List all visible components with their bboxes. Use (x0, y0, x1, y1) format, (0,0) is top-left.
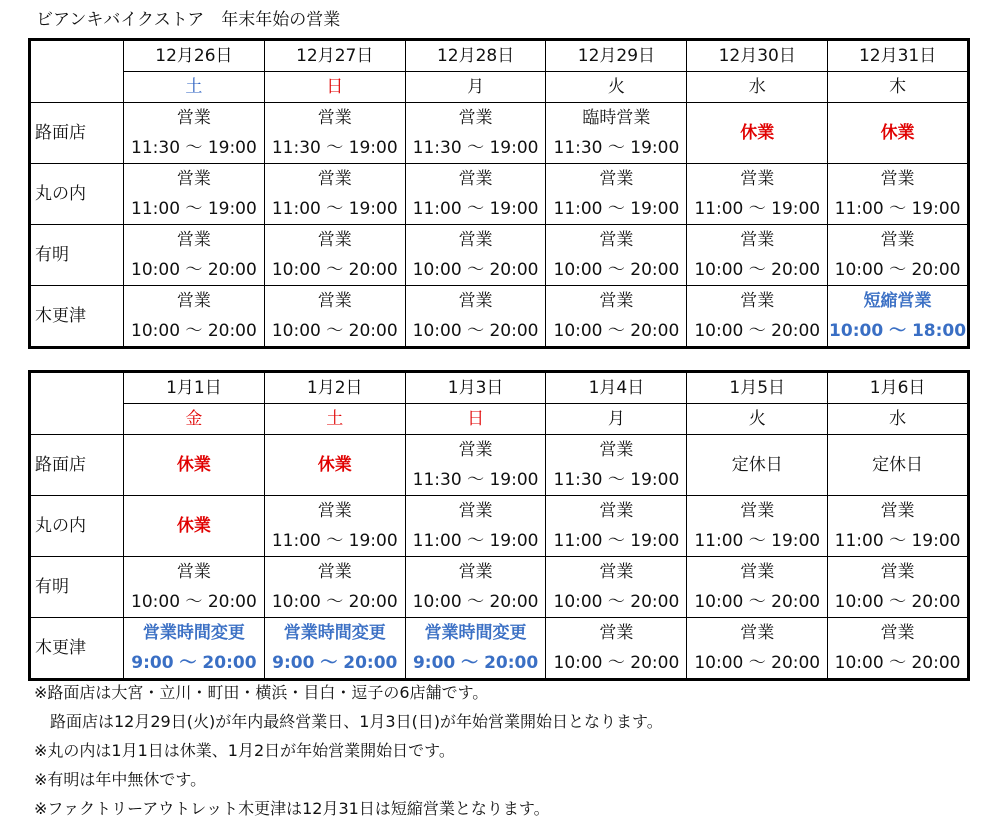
hours-cell (405, 103, 546, 164)
store-row (30, 618, 969, 680)
hours-cell (124, 225, 265, 286)
hours-text: 10:00 ～ 20:00 (131, 321, 257, 341)
status-text: 営業 (599, 169, 634, 189)
status-text: 営業時間変更 (283, 623, 386, 643)
hours-cell (124, 618, 265, 680)
hours-cell (405, 496, 546, 557)
status-text: 営業 (599, 291, 634, 311)
status-text: 営業 (880, 169, 915, 189)
hours-cell (124, 164, 265, 225)
status-text: 営業 (176, 230, 211, 250)
corner-cell (30, 40, 124, 103)
schedule-table-january (28, 370, 970, 681)
hours-text: 10:00 ～ 20:00 (553, 653, 680, 673)
hours-cell (828, 225, 969, 286)
status-text: 営業 (880, 562, 915, 582)
hours-text: 10:00 ～ 20:00 (834, 260, 961, 280)
note-line: ※丸の内は1月1日は休業、1月2日が年始営業開始日です。 (34, 741, 455, 760)
weekday-cell: 月 (546, 404, 687, 435)
notes (34, 678, 663, 823)
status-text: 営業 (176, 108, 211, 128)
status-text: 営業 (176, 169, 211, 189)
status-text: 営業 (740, 169, 775, 189)
status-text: 営業 (740, 230, 775, 250)
hours-text: 10:00 ～ 18:00 (829, 321, 967, 341)
hours-text: 10:00 ～ 20:00 (271, 592, 398, 612)
hours-cell (264, 618, 405, 680)
hours-text: 11:00 ～ 19:00 (553, 199, 680, 219)
hours-text: 9:00 ～ 20:00 (412, 653, 539, 673)
note-line: ※有明は年中無休です。 (34, 770, 207, 789)
hours-text: 10:00 ～ 20:00 (694, 653, 821, 673)
status-text: 休業 (880, 123, 915, 143)
status-text: 営業 (458, 440, 493, 460)
hours-text: 11:30 ～ 19:00 (553, 470, 680, 490)
status-text: 営業 (599, 501, 634, 521)
hours-cell (828, 164, 969, 225)
hours-cell (264, 496, 405, 557)
note-line: ※ファクトリーアウトレット木更津は12月31日は短縮営業となります。 (34, 799, 550, 818)
weekday-cell: 土 (124, 72, 265, 103)
hours-text: 11:30 ～ 19:00 (553, 138, 680, 158)
store-row (30, 496, 969, 557)
status-text: 営業 (317, 230, 352, 250)
note-line: ※路面店は大宮・立川・町田・横浜・目白・逗子の6店舗です。 (34, 683, 489, 702)
store-row (30, 557, 969, 618)
status-text: 営業 (880, 230, 915, 250)
hours-cell (546, 103, 687, 164)
hours-text: 9:00 ～ 20:00 (272, 653, 398, 673)
hours-text: 10:00 ～ 20:00 (412, 321, 539, 341)
hours-cell (687, 618, 828, 680)
store-name-cell: 丸の内 (30, 164, 124, 225)
hours-cell (828, 618, 969, 680)
hours-text: 10:00 ～ 20:00 (271, 260, 398, 280)
status-text: 休業 (176, 455, 211, 475)
status-text: 定休日 (731, 455, 783, 475)
hours-cell (124, 557, 265, 618)
status-text: 営業 (317, 108, 352, 128)
weekday-header-row (30, 404, 969, 435)
hours-cell (828, 557, 969, 618)
hours-text: 11:00 ～ 19:00 (412, 531, 539, 551)
status-text: 営業 (176, 291, 211, 311)
weekday-header-row (30, 72, 969, 103)
hours-cell (687, 435, 828, 496)
hours-cell (124, 496, 265, 557)
date-cell: 1月1日 (124, 372, 265, 404)
hours-text: 11:00 ～ 19:00 (694, 531, 821, 551)
hours-text: 10:00 ～ 20:00 (412, 260, 539, 280)
status-text: 短縮営業 (863, 291, 932, 311)
status-text: 営業 (317, 291, 352, 311)
status-text: 営業 (176, 562, 211, 582)
hours-text: 11:00 ～ 19:00 (271, 531, 398, 551)
hours-text: 10:00 ～ 20:00 (694, 260, 821, 280)
store-row (30, 225, 969, 286)
hours-text: 10:00 ～ 20:00 (694, 592, 821, 612)
weekday-cell: 木 (828, 72, 969, 103)
hours-cell (546, 225, 687, 286)
weekday-cell: 水 (687, 72, 828, 103)
hours-text: 10:00 ～ 20:00 (131, 260, 257, 280)
status-text: 営業 (599, 623, 634, 643)
hours-cell (264, 103, 405, 164)
hours-cell (124, 103, 265, 164)
hours-text: 10:00 ～ 20:00 (412, 592, 539, 612)
hours-cell (546, 164, 687, 225)
status-text: 営業 (880, 501, 915, 521)
hours-text: 10:00 ～ 20:00 (553, 260, 680, 280)
status-text: 営業 (458, 230, 493, 250)
hours-cell (828, 286, 969, 348)
status-text: 営業 (458, 169, 493, 189)
store-row (30, 435, 969, 496)
status-text: 臨時営業 (582, 108, 651, 128)
store-name-cell: 路面店 (30, 435, 124, 496)
hours-cell (405, 164, 546, 225)
weekday-cell: 火 (687, 404, 828, 435)
status-text: 営業 (740, 501, 775, 521)
hours-text: 11:30 ～ 19:00 (412, 138, 539, 158)
hours-cell (124, 435, 265, 496)
date-cell: 1月3日 (405, 372, 546, 404)
hours-text: 10:00 ～ 20:00 (694, 321, 821, 341)
hours-cell (405, 225, 546, 286)
hours-text: 10:00 ～ 20:00 (271, 321, 398, 341)
status-text: 営業 (458, 108, 493, 128)
store-row (30, 103, 969, 164)
hours-cell (546, 286, 687, 348)
status-text: 営業 (317, 501, 352, 521)
date-cell: 12月30日 (687, 40, 828, 72)
store-name-cell: 有明 (30, 557, 124, 618)
date-cell: 12月27日 (264, 40, 405, 72)
weekday-cell: 日 (405, 404, 546, 435)
hours-cell (124, 286, 265, 348)
hours-cell (828, 435, 969, 496)
status-text: 営業 (599, 230, 634, 250)
status-text: 営業 (458, 501, 493, 521)
hours-cell (264, 286, 405, 348)
hours-text: 9:00 ～ 20:00 (131, 653, 257, 673)
hours-text: 11:00 ～ 19:00 (834, 199, 961, 219)
hours-text: 11:00 ～ 19:00 (271, 199, 398, 219)
hours-text: 11:30 ～ 19:00 (271, 138, 398, 158)
store-name-cell: 路面店 (30, 103, 124, 164)
hours-cell (546, 557, 687, 618)
date-cell: 1月2日 (264, 372, 405, 404)
status-text: 営業時間変更 (424, 623, 527, 643)
hours-cell (546, 435, 687, 496)
hours-text: 10:00 ～ 20:00 (834, 592, 961, 612)
hours-text: 11:00 ～ 19:00 (553, 531, 680, 551)
store-row (30, 286, 969, 348)
weekday-cell: 金 (124, 404, 265, 435)
status-text: 営業 (599, 562, 634, 582)
hours-cell (405, 557, 546, 618)
store-name-cell: 木更津 (30, 286, 124, 348)
hours-cell (546, 618, 687, 680)
date-header-row (30, 372, 969, 404)
hours-cell (264, 557, 405, 618)
status-text: 営業 (740, 623, 775, 643)
store-name-cell: 有明 (30, 225, 124, 286)
store-name-cell: 木更津 (30, 618, 124, 680)
date-cell: 12月29日 (546, 40, 687, 72)
status-text: 営業時間変更 (142, 623, 245, 643)
hours-text: 10:00 ～ 20:00 (834, 653, 961, 673)
weekday-cell: 土 (264, 404, 405, 435)
status-text: 営業 (458, 562, 493, 582)
hours-text: 10:00 ～ 20:00 (553, 321, 680, 341)
hours-text: 11:30 ～ 19:00 (412, 470, 539, 490)
status-text: 営業 (880, 623, 915, 643)
hours-cell (264, 225, 405, 286)
hours-cell (264, 435, 405, 496)
status-text: 営業 (740, 291, 775, 311)
note-line: 路面店は12月29日(火)が年内最終営業日、1月3日(日)が年始営業開始日となります。 (34, 712, 663, 731)
status-text: 営業 (317, 562, 352, 582)
date-cell: 12月31日 (828, 40, 969, 72)
weekday-cell: 水 (828, 404, 969, 435)
corner-cell (30, 372, 124, 435)
hours-text: 11:00 ～ 19:00 (834, 531, 961, 551)
date-cell: 12月28日 (405, 40, 546, 72)
hours-cell (264, 164, 405, 225)
hours-cell (687, 164, 828, 225)
date-cell: 1月4日 (546, 372, 687, 404)
date-header-row (30, 40, 969, 72)
hours-cell (687, 557, 828, 618)
hours-cell (828, 496, 969, 557)
date-cell: 12月26日 (124, 40, 265, 72)
weekday-cell: 日 (264, 72, 405, 103)
status-text: 営業 (458, 291, 493, 311)
hours-text: 11:00 ～ 19:00 (694, 199, 821, 219)
weekday-cell: 月 (405, 72, 546, 103)
hours-text: 11:00 ～ 19:00 (131, 199, 257, 219)
hours-cell (546, 496, 687, 557)
status-text: 営業 (317, 169, 352, 189)
hours-cell (687, 103, 828, 164)
hours-text: 10:00 ～ 20:00 (553, 592, 680, 612)
hours-cell (687, 286, 828, 348)
status-text: 営業 (599, 440, 634, 460)
date-cell: 1月5日 (687, 372, 828, 404)
weekday-cell: 火 (546, 72, 687, 103)
hours-text: 11:00 ～ 19:00 (412, 199, 539, 219)
store-row (30, 164, 969, 225)
hours-text: 10:00 ～ 20:00 (131, 592, 257, 612)
page-title: ビアンキバイクストア 年末年始の営業 (36, 10, 341, 30)
hours-text: 11:30 ～ 19:00 (131, 138, 257, 158)
status-text: 休業 (740, 123, 775, 143)
schedule-table-december (28, 38, 970, 349)
status-text: 定休日 (872, 455, 924, 475)
date-cell: 1月6日 (828, 372, 969, 404)
hours-cell (687, 225, 828, 286)
hours-cell (405, 286, 546, 348)
hours-cell (828, 103, 969, 164)
status-text: 営業 (740, 562, 775, 582)
hours-cell (405, 618, 546, 680)
store-name-cell: 丸の内 (30, 496, 124, 557)
hours-cell (405, 435, 546, 496)
status-text: 休業 (176, 516, 211, 536)
hours-cell (687, 496, 828, 557)
status-text: 休業 (317, 455, 352, 475)
